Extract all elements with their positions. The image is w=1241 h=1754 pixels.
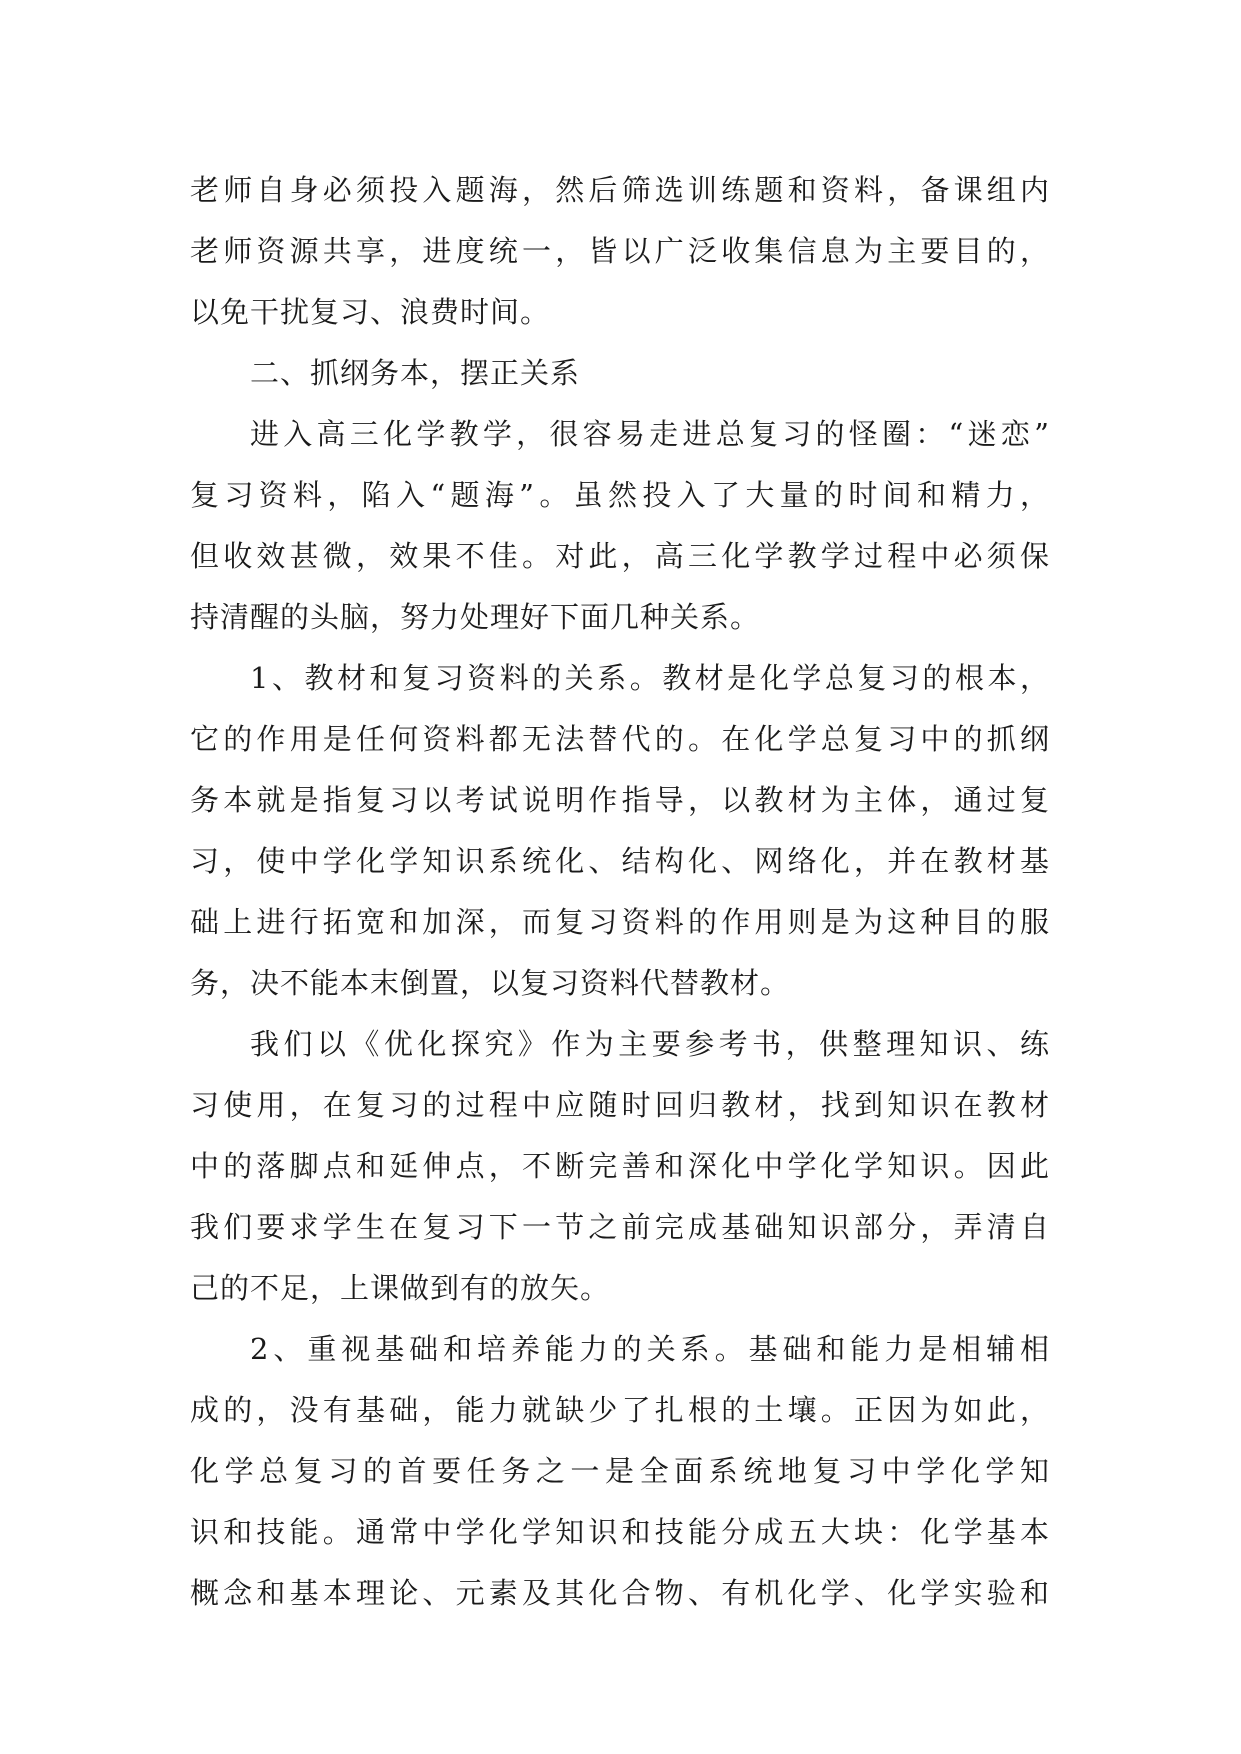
text-line: 持清醒的头脑，努力处理好下面几种关系。 — [190, 600, 761, 634]
section-heading: 二、抓纲务本，摆正关系 — [250, 356, 581, 390]
text-line: 础上进行拓宽和加深，而复习资料的作用则是为这种目的服 — [190, 905, 1050, 939]
text-line: 以免干扰复习、浪费时间。 — [190, 295, 551, 329]
text-line: 概念和基本理论、元素及其化合物、有机化学、化学实验和 — [190, 1576, 1050, 1610]
text-line: 识和技能。通常中学化学知识和技能分成五大块：化学基本 — [190, 1515, 1050, 1549]
text-line: 中的落脚点和延伸点，不断完善和深化中学化学知识。因此 — [190, 1149, 1050, 1183]
text-line: 复习资料，陷入“题海”。虽然投入了大量的时间和精力， — [190, 478, 1050, 512]
text-line: 化学总复习的首要任务之一是全面系统地复习中学化学知 — [190, 1454, 1050, 1488]
text-line: 1、教材和复习资料的关系。教材是化学总复习的根本， — [250, 661, 1050, 695]
text-line: 2、重视基础和培养能力的关系。基础和能力是相辅相 — [250, 1332, 1050, 1366]
text-line: 我们要求学生在复习下一节之前完成基础知识部分，弄清自 — [190, 1210, 1050, 1244]
text-line: 我们以《优化探究》作为主要参考书，供整理知识、练 — [250, 1027, 1050, 1061]
text-line: 务本就是指复习以考试说明作指导，以教材为主体，通过复 — [190, 783, 1050, 817]
text-line: 己的不足，上课做到有的放矢。 — [190, 1271, 611, 1305]
text-line: 务，决不能本末倒置，以复习资料代替教材。 — [190, 966, 791, 1000]
text-line: 但收效甚微，效果不佳。对此，高三化学教学过程中必须保 — [190, 539, 1050, 573]
text-line: 习使用，在复习的过程中应随时回归教材，找到知识在教材 — [190, 1088, 1050, 1122]
text-line: 老师资源共享，进度统一，皆以广泛收集信息为主要目的， — [190, 234, 1050, 268]
text-line: 习，使中学化学知识系统化、结构化、网络化，并在教材基 — [190, 844, 1050, 878]
text-line: 进入高三化学教学，很容易走进总复习的怪圈：“迷恋” — [250, 417, 1050, 451]
text-line: 老师自身必须投入题海，然后筛选训练题和资料，备课组内 — [190, 173, 1050, 207]
text-line: 成的，没有基础，能力就缺少了扎根的土壤。正因为如此， — [190, 1393, 1050, 1427]
document-body — [190, 160, 1050, 1624]
text-line: 它的作用是任何资料都无法替代的。在化学总复习中的抓纲 — [190, 722, 1050, 756]
